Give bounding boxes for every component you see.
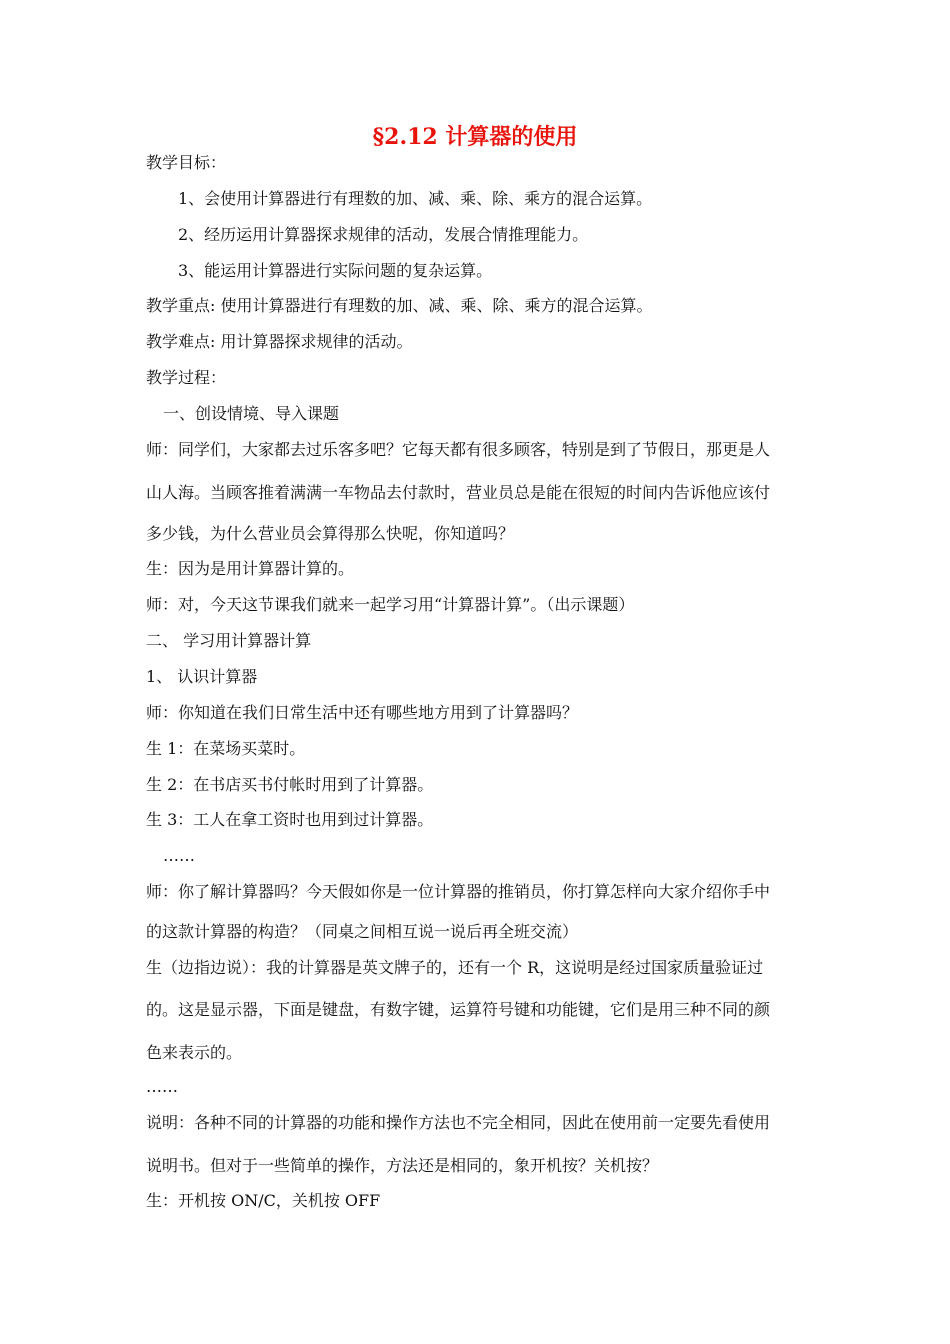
paragraph-line: 说明书。但对于一些简单的操作，方法还是相同的，象开机按？关机按？ [146,1156,659,1175]
paragraph-line: 生 1：在菜场买菜时。 [146,739,306,758]
paragraph-line: 师：你了解计算器吗？今天假如你是一位计算器的推销员，你打算怎样向大家介绍你手中 [146,882,771,901]
paragraph-line: 师：同学们，大家都去过乐客多吧？它每天都有很多顾客，特别是到了节假日，那更是人 [146,440,771,459]
paragraph-line: 说明：各种不同的计算器的功能和操作方法也不完全相同，因此在使用前一定要先看使用 [146,1113,771,1132]
subsection-heading: 1、 认识计算器 [146,667,258,686]
page-title: §2.12 计算器的使用 [372,124,578,150]
objective-item: 2、经历运用计算器探求规律的活动，发展合情推理能力。 [178,225,589,244]
subsection-heading: 一、创设情境、导入课题 [163,404,340,423]
key-point: 教学重点: 使用计算器进行有理数的加、减、乘、除、乘方的混合运算。 [146,296,653,315]
paragraph-line: 师：你知道在我们日常生活中还有哪些地方用到了计算器吗？ [146,703,579,722]
ellipsis: …… [146,1077,178,1096]
section-heading: 教学目标： [146,153,227,172]
subsection-heading: 二、 学习用计算器计算 [146,631,312,650]
objective-item: 1、会使用计算器进行有理数的加、减、乘、除、乘方的混合运算。 [178,189,653,208]
paragraph-line: 山人海。当顾客推着满满一车物品去付款时，营业员总是能在很短的时间内告诉他应该付 [146,483,771,502]
ellipsis: …… [163,846,195,865]
paragraph-line: 多少钱，为什么营业员会算得那么快呢，你知道吗？ [146,524,515,543]
paragraph-line: 的这款计算器的构造？（同桌之间相互说一说后再全班交流） [146,922,579,941]
paragraph-line: 生 3：工人在拿工资时也用到过计算器。 [146,810,434,829]
difficult-point: 教学难点: 用计算器探求规律的活动。 [146,332,413,351]
paragraph-line: 生（边指边说）：我的计算器是英文牌子的，还有一个 R，这说明是经过国家质量验证过 [146,958,764,977]
paragraph-line: 色来表示的。 [146,1043,243,1062]
paragraph-line: 生：因为是用计算器计算的。 [146,559,355,578]
section-heading: 教学过程： [146,368,227,387]
objective-item: 3、能运用计算器进行实际问题的复杂运算。 [178,261,493,280]
paragraph-line: 生 2：在书店买书付帐时用到了计算器。 [146,775,434,794]
paragraph-line: 的。这是显示器，下面是键盘，有数字键，运算符号键和功能键，它们是用三种不同的颜 [146,1000,771,1019]
paragraph-line: 生：开机按 ON/C，关机按 OFF [146,1191,381,1210]
paragraph-line: 师：对，今天这节课我们就来一起学习用“计算器计算”。（出示课题） [146,595,635,614]
